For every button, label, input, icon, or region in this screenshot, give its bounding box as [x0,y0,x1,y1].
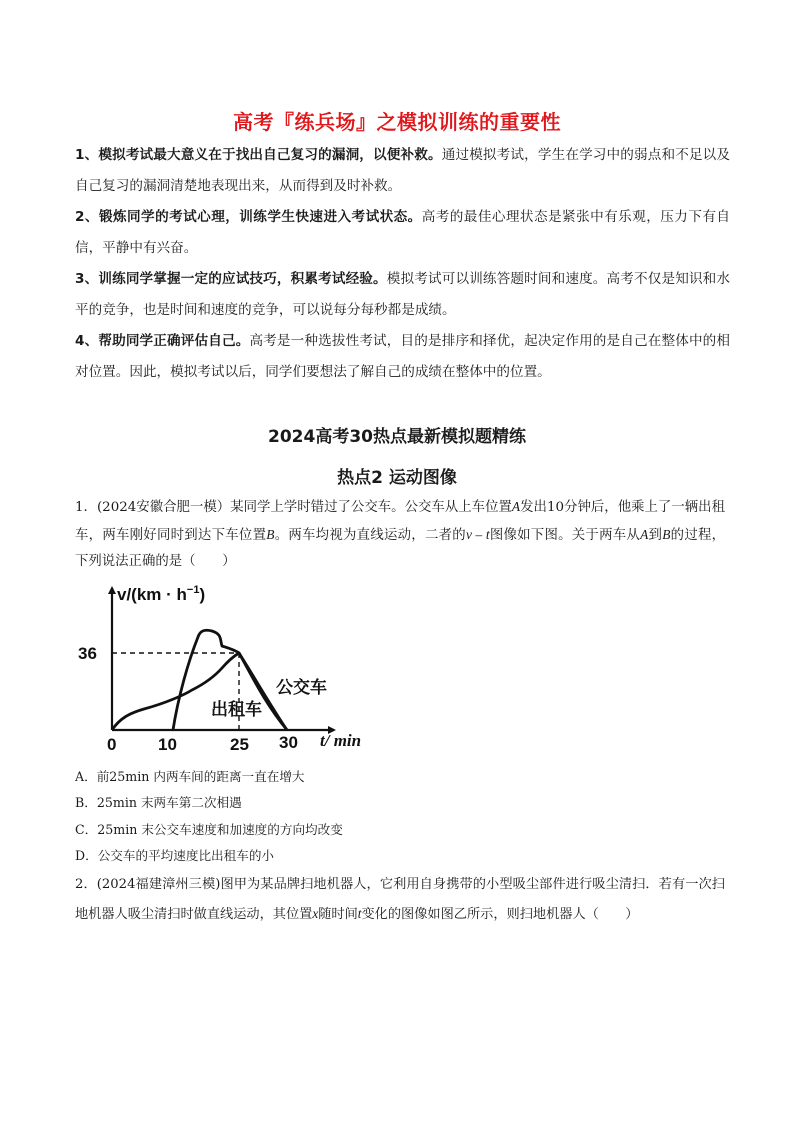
question-1-stem: 1．(2024安徽合肥一模）某同学上学时错过了公交车。公交车从上车位置A发出10分钟后，他乘上了一辆出租车，两车刚好同时到达下车位置B。两车均视为直线运动，二者的v – t图像如下图。关于两车从A到B的过程，下列说法正确的是（ ） [75,499,726,569]
x-tick-10: 10 [158,735,177,754]
importance-item-lead: 3、训练同学掌握一定的应试技巧，积累考试经验。 [75,271,387,287]
importance-item-text: 高考的最佳心理状态是紧张中有乐观，压力下有自信，平静中有兴奋。 [75,209,730,256]
importance-item-lead: 1、模拟考试最大意义在于找出自己复习的漏洞，以便补救。 [75,147,442,163]
importance-item-text: 高考是一种选拔性考试，目的是排序和择优，起决定作用的是自己在整体中的相对位置。因此，模拟考试以后，同学们要想法了解自己的成绩在整体中的位置。 [75,333,731,380]
importance-item [75,140,730,202]
banner-title: 高考『练兵场』之模拟训练的重要性 [233,110,561,134]
topic-title: 热点2 运动图像 [337,468,457,488]
importance-item-lead: 2、锻炼同学的考试心理，训练学生快速进入考试状态。 [75,209,422,225]
importance-item [75,202,730,264]
option-c[interactable]: C．25min 末公交车速度和加速度的方向均改变 [75,821,343,837]
x-tick-30: 30 [279,733,298,752]
importance-item-text: 通过模拟考试，学生在学习中的弱点和不足以及自己复习的漏洞清楚地表现出来，从而得到及时补救。 [75,147,731,194]
y-tick-36: 36 [78,644,97,663]
importance-item [75,264,730,326]
taxi-curve-label: 出租车 [211,700,262,720]
x-axis-label: t/ min [320,731,362,750]
bus-curve-label: 公交车 [276,678,327,698]
importance-list [75,140,730,388]
x-tick-0: 0 [107,735,117,754]
question-2-stem: 2．(2024福建漳州三模)图甲为某品牌扫地机器人，它利用自身携带的小型吸尘部件进行吸尘清扫．若有一次扫地机器人吸尘清扫时做直线运动，其位置x随时间t变化的图像如图乙所示，则扫地机器人（ ） [75,877,725,922]
y-axis-label: $v/(km \cdot h^{-1})$ [117,584,206,604]
importance-item [75,326,730,388]
collection-title: 2024高考30热点最新模拟题精练 [268,427,526,447]
vt-graph [78,580,378,754]
question-1-options [75,764,715,869]
option-d[interactable]: D．公交车的平均速度比出租车的小 [75,847,275,863]
option-b[interactable]: B．25min 末两车第二次相遇 [75,795,242,811]
option-a[interactable]: A．前25min 内两车间的距离一直在增大 [75,769,305,784]
importance-item-text: 模拟考试可以训练答题时间和速度。高考不仅是知识和水平的竞争，也是时间和速度的竞争，可以说每分每秒都是成绩。 [75,271,731,318]
x-tick-25: 25 [230,735,249,754]
importance-item-lead: 4、帮助同学正确评估自己。 [75,333,250,349]
